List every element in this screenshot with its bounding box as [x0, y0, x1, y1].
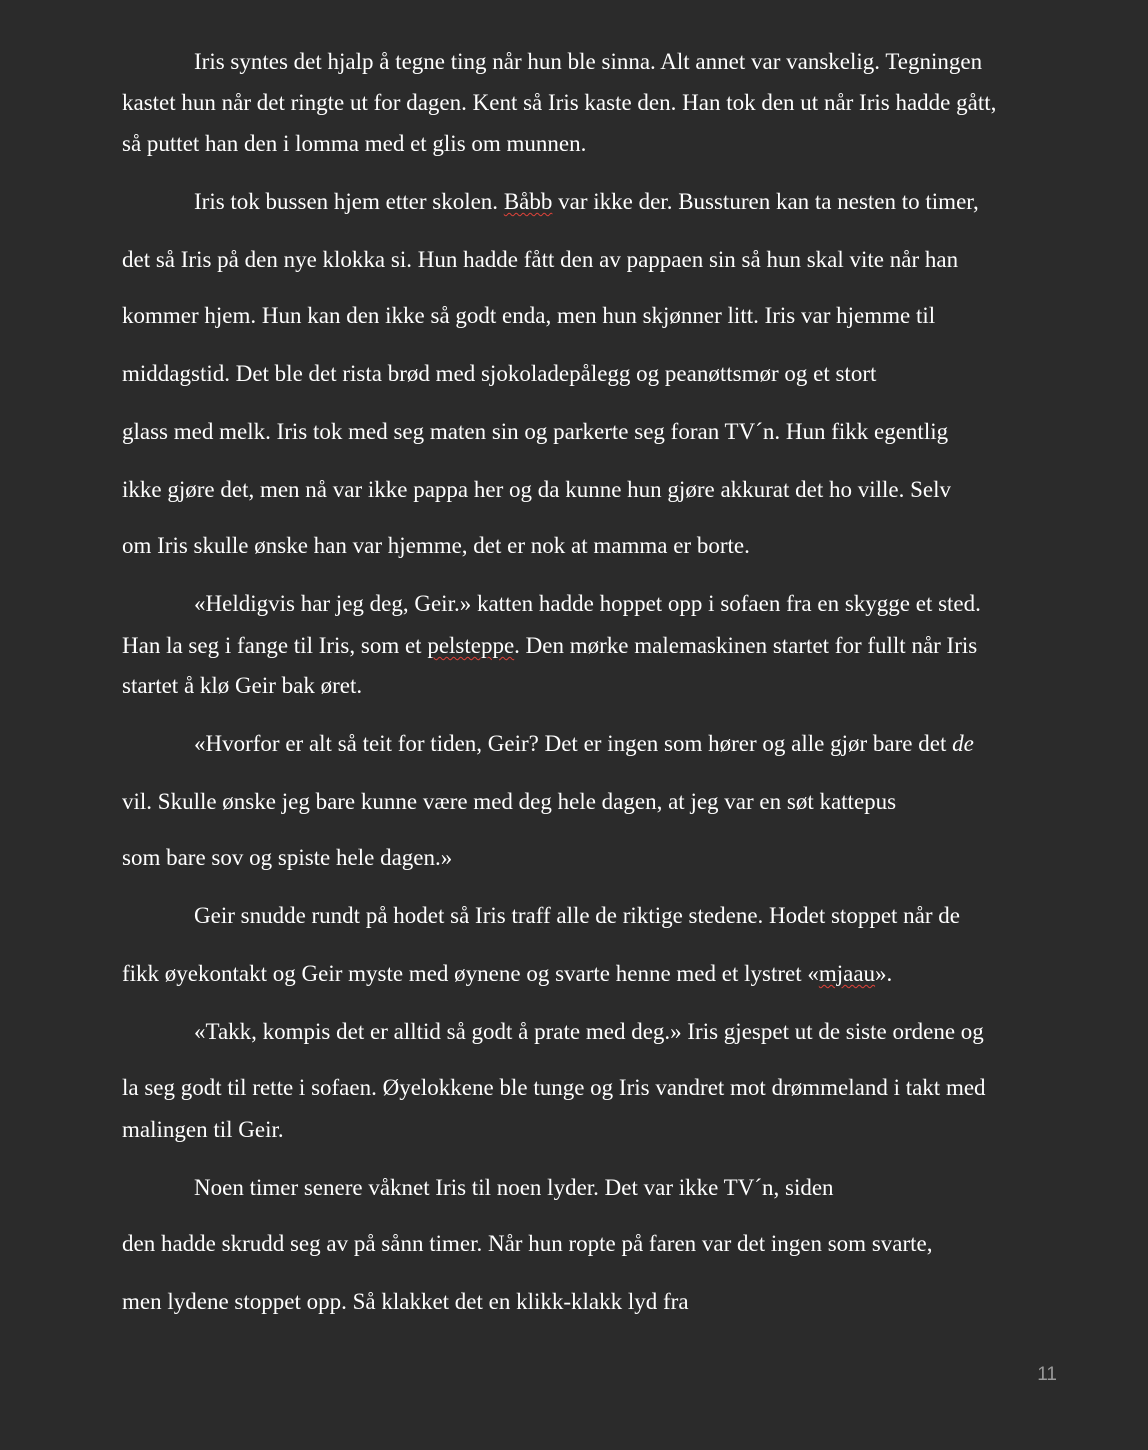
text-line: «Heldigvis har jeg deg, Geir.» katten hadde hoppet opp i sofaen fra en skygge et sted. — [194, 591, 981, 616]
text-line: Iris syntes det hjalp å tegne ting når hun ble sinna. Alt annet var vanskelig. Tegningen — [194, 49, 983, 74]
text-line: det så Iris på den nye klokka si. Hun hadde fått den av pappaen sin så hun skal vite når han — [122, 247, 959, 272]
text-line: ikke gjøre det, men nå var ikke pappa her og da kunne hun gjøre akkurat det ho ville. Selv — [122, 477, 952, 502]
text-line: startet å klø Geir bak øret. — [122, 673, 363, 698]
text-line: Iris tok bussen hjem etter skolen. Båbb var ikke der. Bussturen kan ta nesten to timer, — [194, 189, 979, 214]
text-line: fikk øyekontakt og Geir myste med øynene og svarte henne med et lystret «mjaau». — [122, 961, 893, 986]
misspelled-word[interactable]: mjaau — [818, 961, 876, 986]
text-line: Noen timer senere våknet Iris til noen lyder. Det var ikke TV´n, siden — [194, 1175, 834, 1200]
text-line: den hadde skrudd seg av på sånn timer. Når hun ropte på faren var det ingen som svarte, — [122, 1231, 933, 1256]
text-line: Han la seg i fange til Iris, som et pelsteppe. Den mørke malemaskinen startet for fullt når Iris — [122, 633, 978, 658]
text-line: så puttet han den i lomma med et glis om munnen. — [122, 131, 587, 156]
text-line: la seg godt til rette i sofaen. Øyelokkene ble tunge og Iris vandret mot drømmeland i takt med — [122, 1075, 986, 1100]
misspelled-word[interactable]: pelsteppe — [427, 633, 515, 658]
text-line: malingen til Geir. — [122, 1117, 284, 1142]
text-line: om Iris skulle ønske han var hjemme, det er nok at mamma er borte. — [122, 533, 750, 558]
text-line: kommer hjem. Hun kan den ikke så godt enda, men hun skjønner litt. Iris var hjemme til — [122, 303, 936, 328]
misspelled-word[interactable]: Båbb — [503, 189, 553, 214]
text-line: glass med melk. Iris tok med seg maten sin og parkerte seg foran TV´n. Hun fikk egentlig — [122, 419, 949, 444]
text-line: middagstid. Det ble det rista brød med sjokoladepålegg og peanøttsmør og et stort — [122, 361, 877, 386]
page-number: 11 — [1037, 1364, 1057, 1385]
text-line: «Takk, kompis det er alltid så godt å prate med deg.» Iris gjespet ut de siste ordene og — [194, 1019, 984, 1044]
text-line: som bare sov og spiste hele dagen.» — [122, 845, 453, 870]
text-line: Geir snudde rundt på hodet så Iris traff alle de riktige stedene. Hodet stoppet når de — [194, 903, 960, 928]
text-line: vil. Skulle ønske jeg bare kunne være med deg hele dagen, at jeg var en søt kattepus — [122, 789, 897, 814]
text-line: «Hvorfor er alt så teit for tiden, Geir? Det er ingen som hører og alle gjør bare det de — [194, 731, 974, 756]
text-line: men lydene stoppet opp. Så klakket det en klikk-klakk lyd fra — [122, 1289, 689, 1314]
text-line: kastet hun når det ringte ut for dagen. Kent så Iris kaste den. Han tok den ut når Iris hadde gått, — [122, 90, 997, 115]
italic-word: de — [952, 731, 974, 756]
